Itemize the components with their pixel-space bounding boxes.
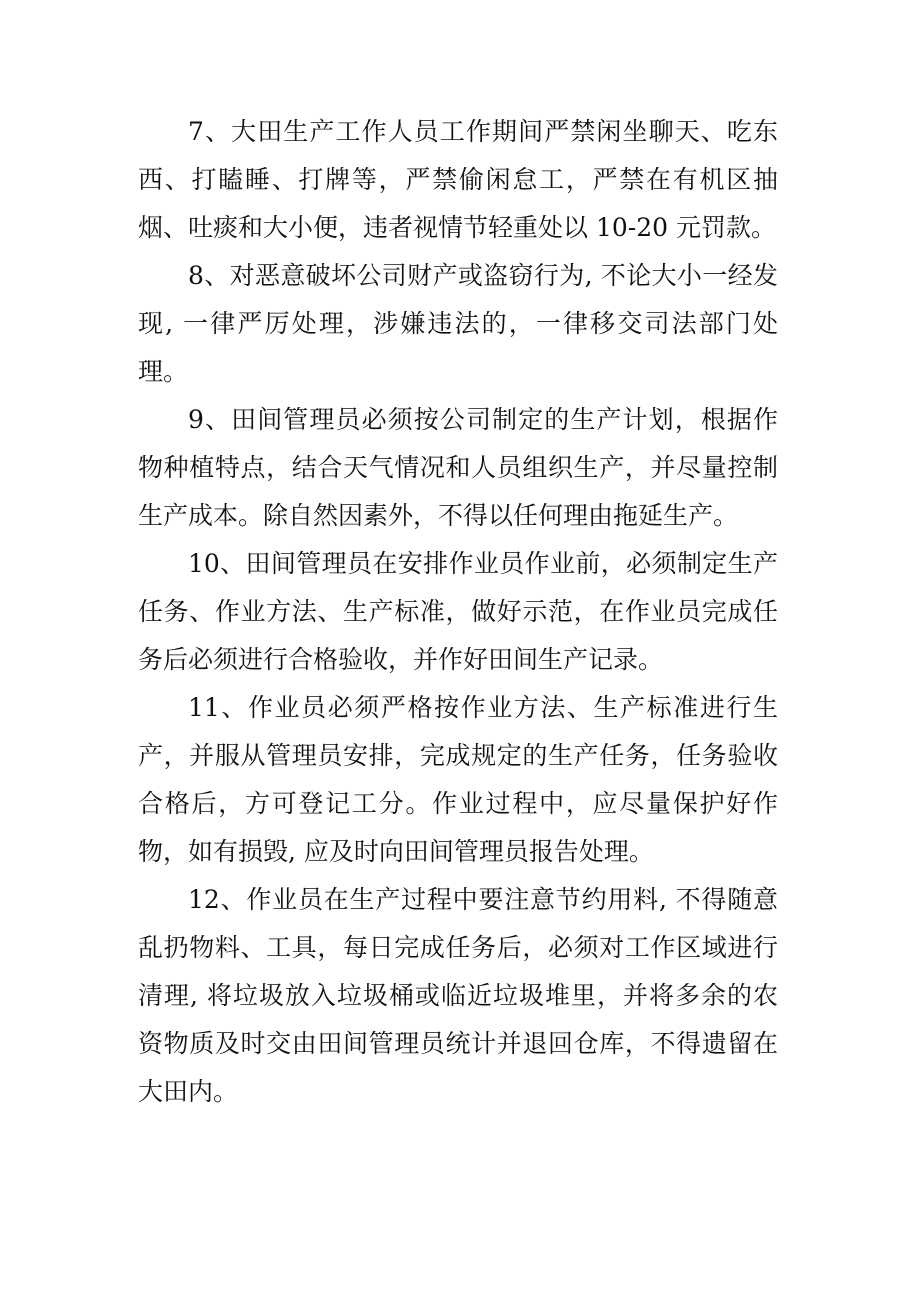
paragraph-11: 11、作业员必须严格按作业方法、生产标准进行生产，并服从管理员安排，完成规定的生产任务，任务验收合格后，方可登记工分。作业过程中，应尽量保护好作物，如有损毁, 应及时向田间管理员报告处理。 — [138, 693, 778, 866]
paragraph-7: 7、大田生产工作人员工作期间严禁闲坐聊天、吃东西、打瞌睡、打牌等，严禁偷闲怠工，严禁在有机区抽烟、吐痰和大小便，违者视情节轻重处以 10-20 元罚款。 — [138, 117, 778, 242]
paragraph-9: 9、田间管理员必须按公司制定的生产计划，根据作物种植特点，结合天气情况和人员组织生产，并尽量控制生产成本。除自然因素外，不得以任何理由拖延生产。 — [138, 405, 778, 530]
paragraph-12: 12、作业员在生产过程中要注意节约用料, 不得随意乱扔物料、工具，每日完成任务后，必须对工作区域进行清理, 将垃圾放入垃圾桶或临近垃圾堆里，并将多余的农资物质及时交由田间管理员统计并退回仓库，不得遗留在大田内。 — [138, 885, 778, 1106]
paragraph-8: 8、对恶意破坏公司财产或盗窃行为, 不论大小一经发现, 一律严厉处理，涉嫌违法的，一律移交司法部门处理。 — [138, 261, 778, 386]
paragraph-10: 10、田间管理员在安排作业员作业前，必须制定生产任务、作业方法、生产标准，做好示范，在作业员完成任务后必须进行合格验收，并作好田间生产记录。 — [138, 549, 778, 674]
document-body — [138, 108, 778, 1116]
